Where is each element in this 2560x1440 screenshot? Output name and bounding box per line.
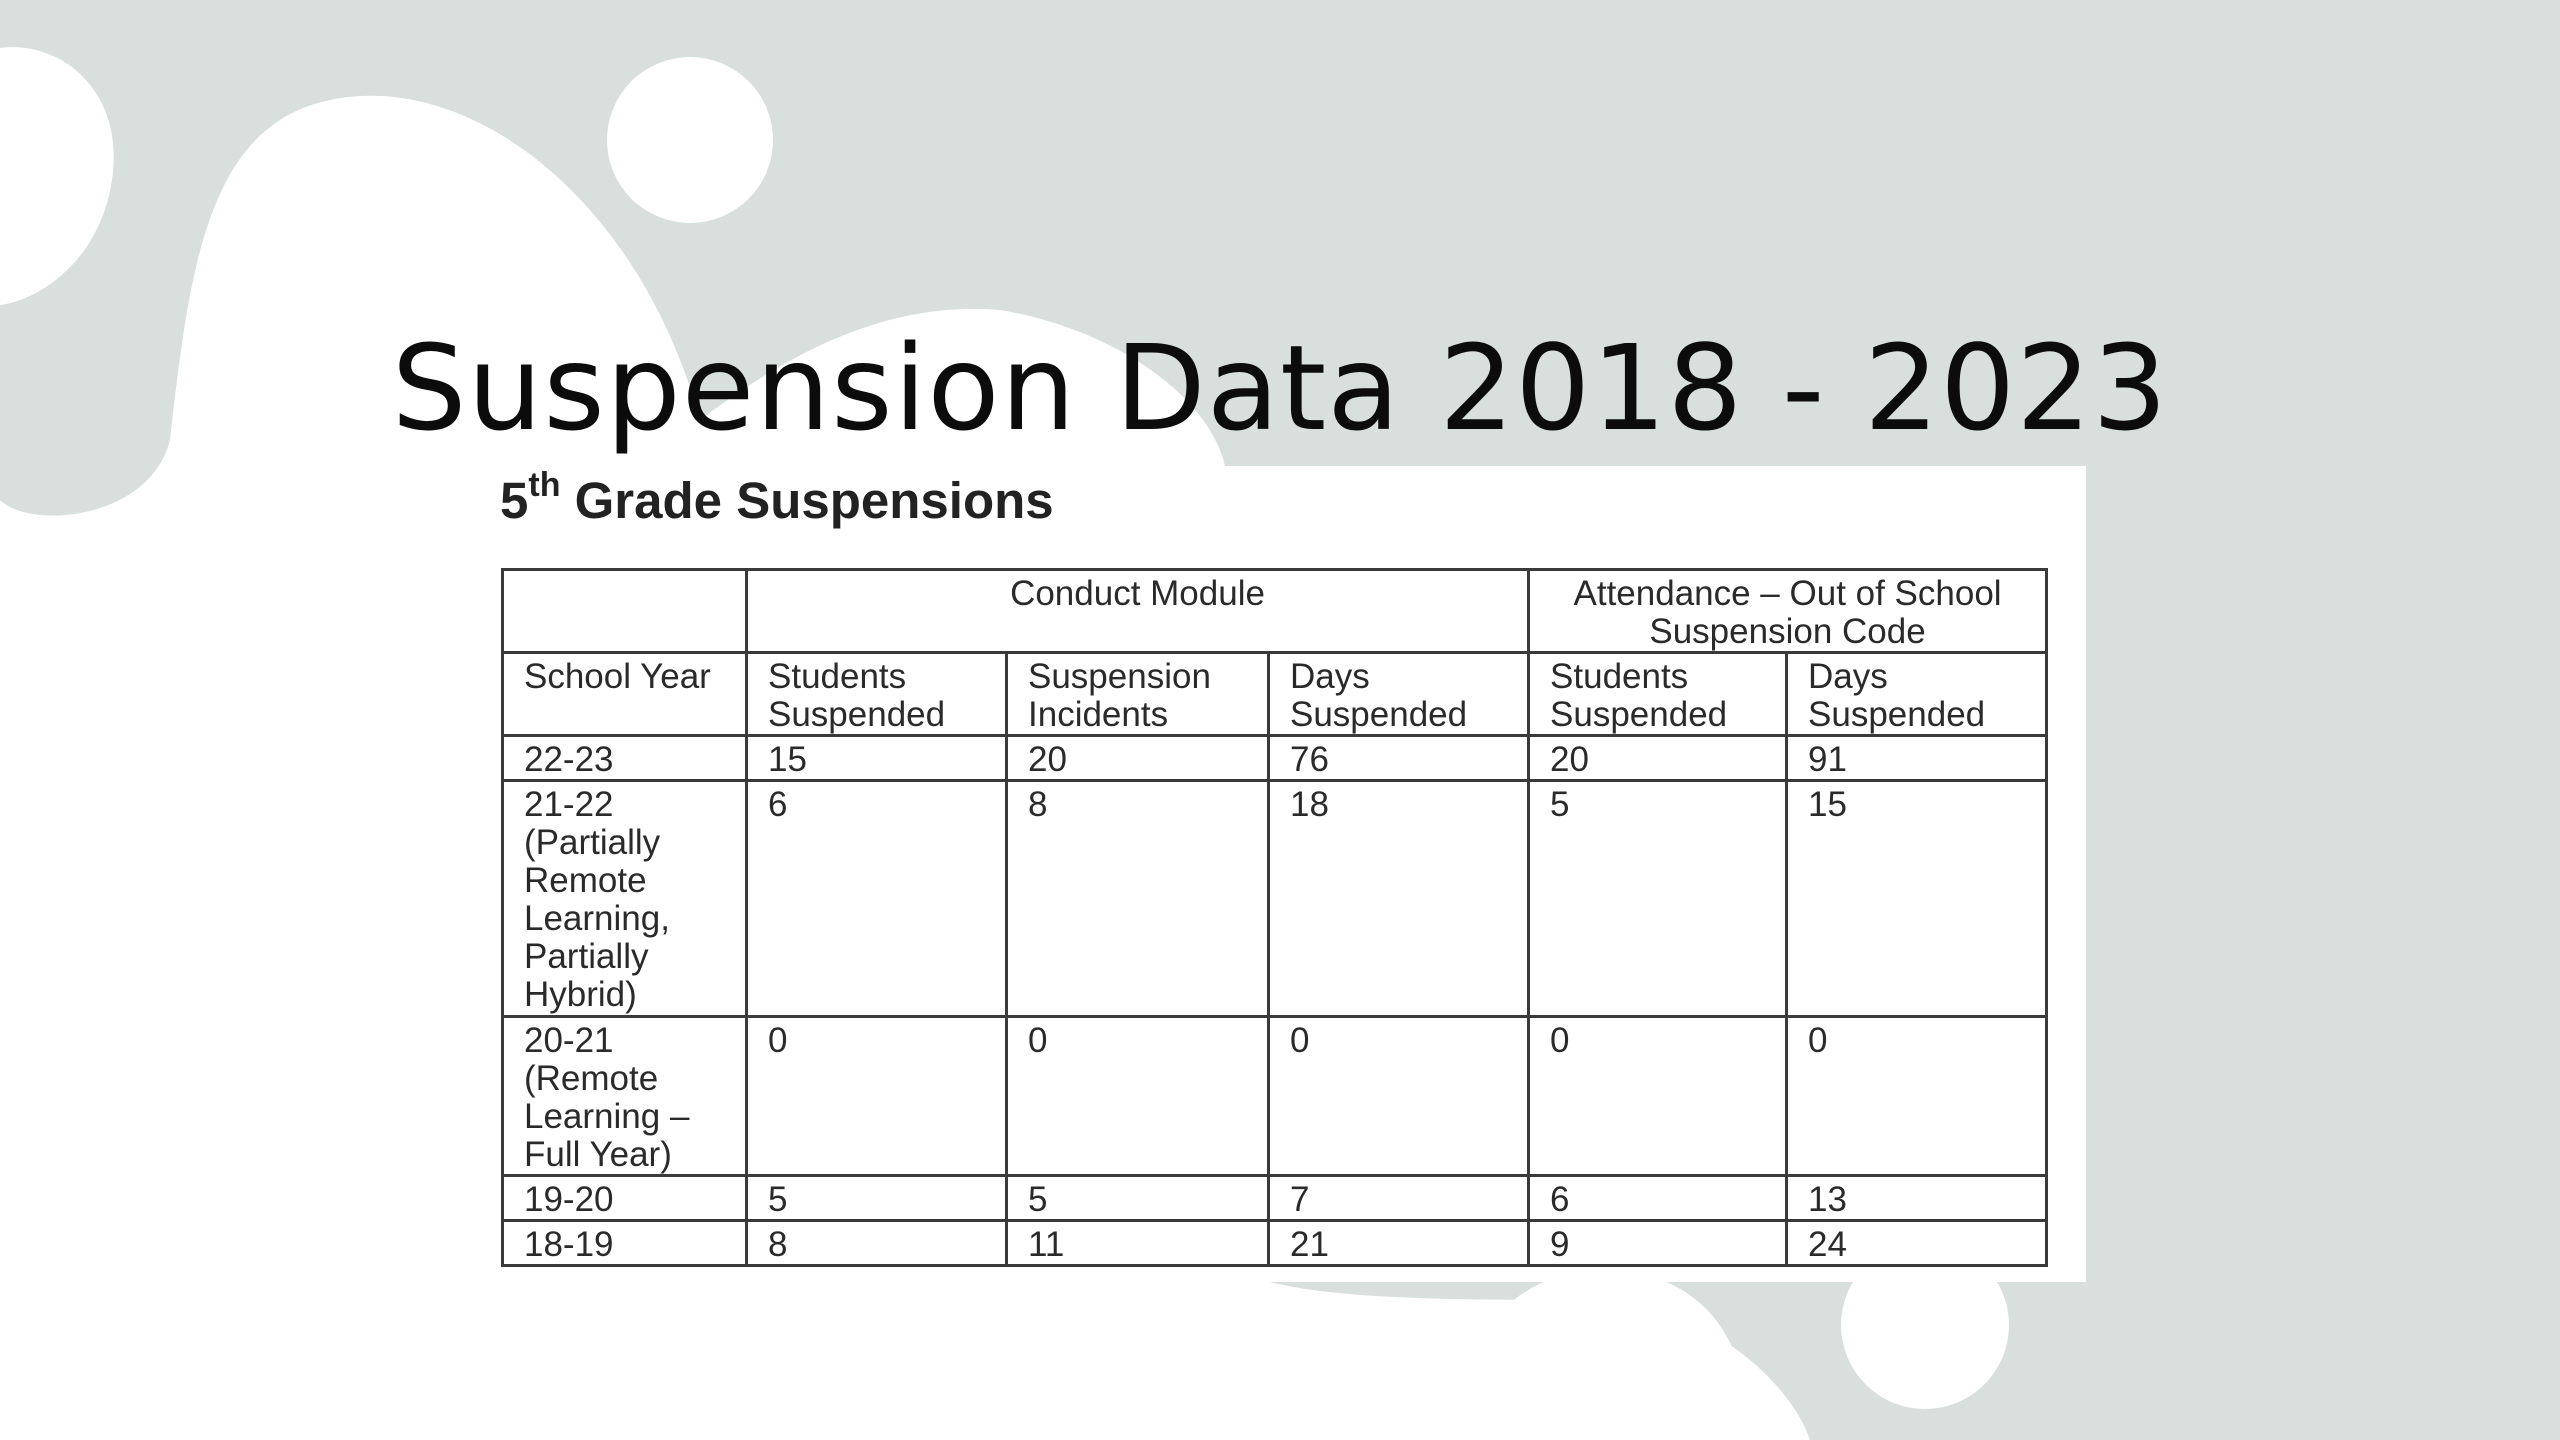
column-header: Students Suspended: [1529, 653, 1787, 736]
table-heading: [500, 466, 1054, 530]
table-cell: 5: [747, 1176, 1007, 1221]
table-cell: 7: [1269, 1176, 1529, 1221]
table-cell: 0: [1269, 1017, 1529, 1176]
table-cell: 13: [1787, 1176, 2047, 1221]
table-row: [503, 1176, 2047, 1221]
table-cell: 6: [1529, 1176, 1787, 1221]
year-cell: 21-22 (Partially Remote Learning, Partially Hybrid): [503, 781, 747, 1017]
table-cell: 21: [1269, 1221, 1529, 1266]
column-header: Students Suspended: [747, 653, 1007, 736]
column-header: Days Suspended: [1269, 653, 1529, 736]
year-cell: 19-20: [503, 1176, 747, 1221]
table-cell: 20: [1007, 736, 1269, 781]
table-cell: 0: [1007, 1017, 1269, 1176]
circle-top-white: [607, 57, 773, 223]
table-cell: 91: [1787, 736, 2047, 781]
table-cell: 11: [1007, 1221, 1269, 1266]
column-header: School Year: [503, 653, 747, 736]
table-cell: 5: [1007, 1176, 1269, 1221]
table-image: [480, 466, 2086, 1282]
group-header-row: [503, 570, 2047, 653]
heading-number: 5: [500, 472, 529, 529]
table-cell: 0: [747, 1017, 1007, 1176]
table-cell: 0: [1529, 1017, 1787, 1176]
year-cell: 20-21 (Remote Learning – Full Year): [503, 1017, 747, 1176]
table-cell: 24: [1787, 1221, 2047, 1266]
table-cell: 0: [1787, 1017, 2047, 1176]
group-header-conduct: Conduct Module: [747, 570, 1529, 653]
group-header-attendance: Attendance – Out of School Suspension Code: [1529, 570, 2047, 653]
table-cell: 15: [747, 736, 1007, 781]
year-cell: 22-23: [503, 736, 747, 781]
suspension-table: [501, 568, 2048, 1267]
column-header: Days Suspended: [1787, 653, 2047, 736]
table-cell: 6: [747, 781, 1007, 1017]
table-cell: 5: [1529, 781, 1787, 1017]
empty-corner-cell: [503, 570, 747, 653]
table-cell: 18: [1269, 781, 1529, 1017]
table-row: [503, 736, 2047, 781]
table-row: [503, 1221, 2047, 1266]
column-header-row: [503, 653, 2047, 736]
table-row: [503, 1017, 2047, 1176]
table-cell: 76: [1269, 736, 1529, 781]
column-header: Suspension Incidents: [1007, 653, 1269, 736]
heading-text: Grade Suspensions: [560, 472, 1054, 529]
year-cell: 18-19: [503, 1221, 747, 1266]
table-cell: 8: [1007, 781, 1269, 1017]
heading-superscript: th: [528, 466, 561, 504]
table-cell: 15: [1787, 781, 2047, 1017]
table-cell: 9: [1529, 1221, 1787, 1266]
slide-title: Suspension Data 2018 - 2023: [391, 319, 2169, 458]
table-row: [503, 781, 2047, 1017]
table-cell: 20: [1529, 736, 1787, 781]
table-cell: 8: [747, 1221, 1007, 1266]
